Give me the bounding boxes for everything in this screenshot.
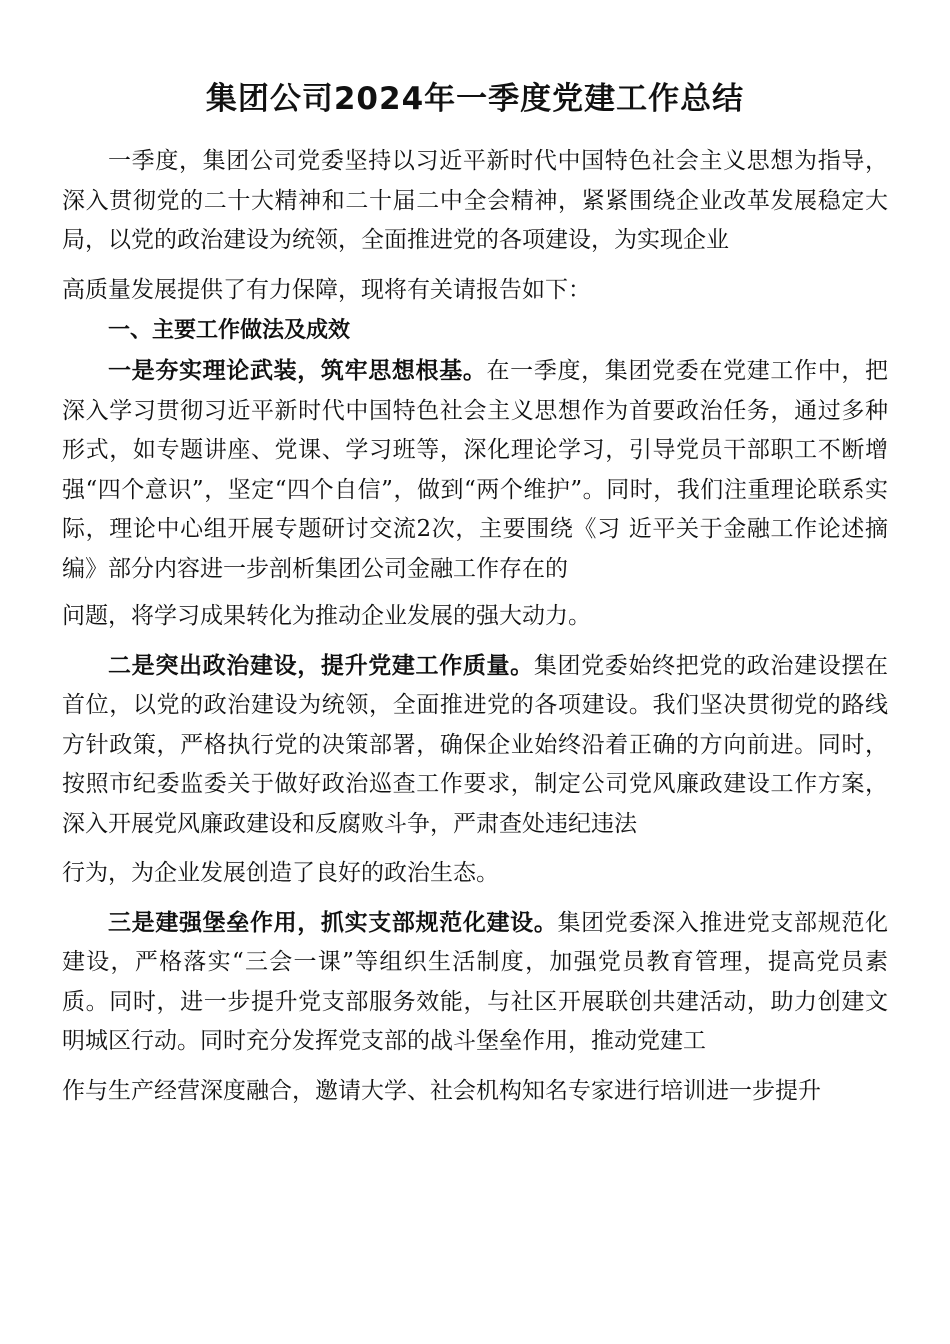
intro-tail-paragraph [62, 271, 888, 311]
intro-paragraph [62, 142, 888, 261]
document-title: 集团公司2024年一季度党建工作总结 [205, 81, 745, 117]
item-2-tail-paragraph [62, 854, 888, 894]
intro-main-text: 一季度，集团公司党委坚持以习近平新时代中国特色社会主义思想为指导，深入贯彻党的二十大精神和二十届二中全会精神，紧紧围绕企业改革发展稳定大局，以党的政治建设为统领，全面推进党的各项建设，为实现企业 [62, 148, 888, 253]
section-heading-1: 一、主要工作做法及成效 [108, 318, 351, 343]
item-2-tail-text: 行为，为企业发展创造了良好的政治生态。 [62, 860, 499, 886]
item-2-lead: 二是突出政治建设，提升党建工作质量。 [108, 652, 534, 679]
item-1-body: 在一季度，集团党委在党建工作中，把深入学习贯彻习近平新时代中国特色社会主义思想作为首要政治任务，通过多种形式，如专题讲座、党课、学习班等，深化理论学习，引导党员干部职工不断增强“四个意识”，坚定“四个自信”，做到“两个维护”。同时，我们注重理论联系实际，理论中心组开展专题研讨交流2次，主要围绕《习 近平关于金融工作论述摘编》部分内容进一步剖析集团公司金融工作存在的 [62, 358, 888, 582]
item-2-body: 集团党委始终把党的政治建设摆在首位，以党的政治建设为统领，全面推进党的各项建设。我们坚决贯彻党的路线方针政策，严格执行党的决策部署，确保企业始终沿着正确的方向前进。同时，按照市纪委监委关于做好政治巡查工作要求，制定公司党风廉政建设工作方案，深入开展党风廉政建设和反腐败斗争，严肃查处违纪违法 [62, 652, 888, 837]
item-2-paragraph [62, 647, 888, 845]
item-1-continuation-text: 问题，将学习成果转化为推动企业发展的强大动力。 [62, 603, 591, 629]
item-3-tail-text: 作与生产经营深度融合，邀请大学、社会机构知名专家进行培训进一步提升 [62, 1077, 821, 1104]
item-3-body: 集团党委深入推进党支部规范化建设，严格落实“三会一课”等组织生活制度，加强党员教育管理，提高党员素质。同时，进一步提升党支部服务效能，与社区开展联创共建活动，助力创建文明城区行动。同时充分发挥党支部的战斗堡垒作用，推动党建工 [62, 909, 888, 1054]
item-3-lead: 三是建强堡垒作用，抓实支部规范化建设。 [108, 909, 558, 936]
intro-tail-text: 高质量发展提供了有力保障，现将有关请报告如下： [62, 276, 591, 303]
item-1-lead: 一是夯实理论武装，筑牢思想根基。 [108, 358, 487, 384]
item-3-paragraph [62, 904, 888, 1062]
item-1-continuation [62, 597, 888, 637]
item-1-paragraph [62, 352, 888, 589]
document-page [62, 72, 888, 1111]
item-3-tail-paragraph [62, 1072, 888, 1112]
